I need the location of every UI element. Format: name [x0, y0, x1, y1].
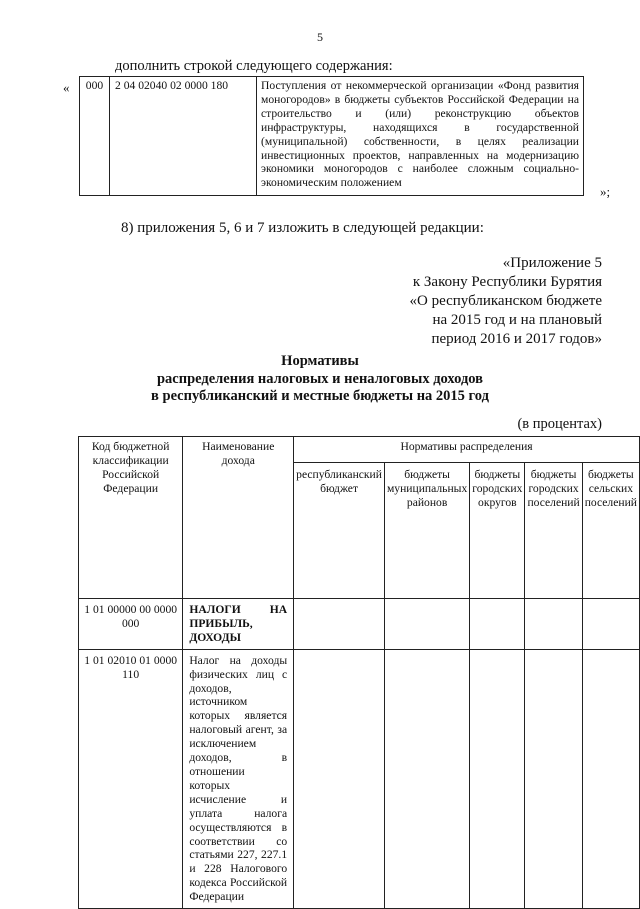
- appendix-line-5: период 2016 и 2017 годов»: [431, 331, 602, 347]
- intro-line: дополнить строкой следующего содержания:: [115, 58, 393, 74]
- row-value: [582, 599, 639, 650]
- appendix-line-4: на 2015 год и на плановый: [432, 312, 602, 328]
- table-row: [79, 599, 640, 650]
- table-title: [0, 353, 640, 406]
- quote-open: «: [63, 80, 70, 95]
- title-line-3: в республиканский и местные бюджеты на 2015 год: [151, 388, 489, 404]
- appendix-line-1: «Приложение 5: [502, 255, 602, 271]
- subheader-rural-settlements: бюджеты сельских поселений: [582, 462, 639, 598]
- title-line-2: распределения налоговых и неналоговых доходов: [156, 370, 484, 387]
- subheader-republic: республиканский бюджет: [294, 462, 385, 598]
- admin-code-cell: 000: [80, 77, 110, 196]
- row-code: 1 01 02010 01 0000 110: [79, 649, 183, 908]
- table-row: [79, 649, 640, 908]
- row-name: НАЛОГИ НА ПРИБЫЛЬ, ДОХОДЫ: [183, 599, 294, 650]
- row-code: 1 01 00000 00 0000 000: [79, 599, 183, 650]
- title-line-1: Нормативы: [281, 353, 359, 369]
- header-row: [79, 437, 640, 463]
- row-value: [525, 599, 582, 650]
- appendix-line-3: «О республиканском бюджете: [409, 293, 602, 309]
- description-cell: Поступления от некоммерческой организации «Фонд развития моногородов» в бюджеты субъектов Российской Федерации на строительство и (или) реконструкцию объектов инфраструктуры, находящихся в государственной (муниципальной) собственности, в целях реализации инвестиционных проектов, направленных на модернизацию экономики моногородов с наиболее сложным социально-экономическим положением: [257, 77, 584, 196]
- item-8-text: 8) приложения 5, 6 и 7 изложить в следующей редакции:: [121, 220, 484, 236]
- row-value: [470, 599, 525, 650]
- norms-table: [78, 436, 640, 909]
- subheader-urban-districts: бюджеты городских округов: [470, 462, 525, 598]
- row-value: [294, 599, 385, 650]
- row-name: Налог на доходы физических лиц с доходов, источником которых является налоговый агент, за исключением доходов, в отношении которых исчисление и уплата налога осуществляются в соответствии со статьями 227, 227.1 и 228 Налогового кодекса Российской Федерации: [183, 649, 294, 908]
- insert-row-table: [79, 76, 584, 196]
- appendix-line-2: к Закону Республики Бурятия: [412, 274, 602, 290]
- row-value: [384, 649, 469, 908]
- units-label: (в процентах): [517, 416, 602, 432]
- row-value: [384, 599, 469, 650]
- row-value: [582, 649, 639, 908]
- quote-close: »;: [600, 184, 611, 199]
- page-number: 5: [317, 30, 323, 44]
- header-norms: Нормативы распределения: [294, 437, 640, 463]
- row-value: [525, 649, 582, 908]
- header-code: Код бюджетной классификации Российской Федерации: [79, 437, 183, 599]
- budget-code-cell: 2 04 02040 02 0000 180: [110, 77, 257, 196]
- header-name: Наименование дохода: [183, 437, 294, 599]
- appendix-caption: [409, 254, 602, 349]
- row-value: [294, 649, 385, 908]
- subheader-districts: бюджеты муниципальных районов: [384, 462, 469, 598]
- subheader-urban-settlements: бюджеты городских поселений: [525, 462, 582, 598]
- table-row: [80, 77, 584, 196]
- row-value: [470, 649, 525, 908]
